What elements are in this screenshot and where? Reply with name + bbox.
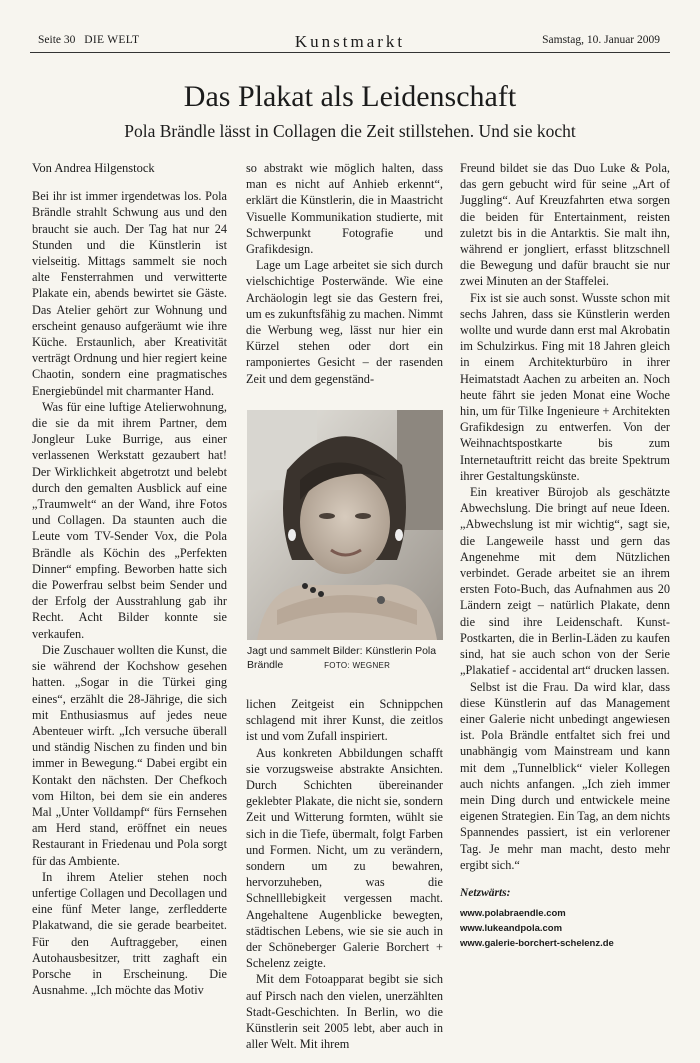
artist-photo (247, 410, 443, 640)
paragraph: Lage um Lage arbeitet sie sich durch vielschichtige Posterwände. Wie eine Archäologin legt sie das Gestern frei, um es zukunftsfähig zu machen. Nimmt die Werbung weg, lässt nur hier ein Kürzel stehen oder dort ein ramponiertes Gesicht – der rasenden Zeit und dem gegenständ- (246, 258, 443, 386)
author-byline: Von Andrea Hilgenstock (32, 161, 155, 175)
header-rule (30, 52, 670, 53)
portrait-image (247, 410, 443, 640)
link-galerie[interactable]: www.galerie-borchert-schelenz.de (460, 938, 614, 950)
paragraph: Ein kreativer Bürojob als geschätzte Abwechslung. Die bringt auf neue Ideen. „Abwechslung ist mir wichtig“, sagt sie, die Langeweile hasst und gern das Angenehme mit dem Nützlichen verbindet. Gerade arbeitet sie an ihrem ersten Foto-Buch, das Aufnahmen aus 20 Ländern zeigt – natürlich Plakate, denn die sind ihre Leidenschaft. Kunst-Postkarten, die in Berlin-Läden zu kaufen sind, hat sie auch schon von der Serie „Plakatief - accidental art“ drucken lassen. (460, 485, 670, 678)
paragraph: Freund bildet sie das Duo Luke & Pola, das gern gebucht wird für seine „Art of Juggling“. Auf Kreuzfahrten etwa sorgen die beiden für Entertainment, reisten zuletzt bis in die Antarktis. Sie malt ihn, während er jongliert, erfasst blitzschnell die Bewegung und dafür braucht sie nur zwei Minuten an der Staffelei. (460, 161, 670, 289)
newspaper-name: DIE WELT (84, 34, 140, 46)
link-polabraendle[interactable]: www.polabraendle.com (460, 908, 566, 920)
article-subtitle: Pola Brändle lässt in Collagen die Zeit stillstehen. Und sie kocht (124, 121, 576, 141)
link-lukeandpola[interactable]: www.lukeandpola.com (460, 923, 563, 935)
section-title: Kunstmarkt (294, 32, 406, 51)
paragraph: Bei ihr ist immer irgendetwas los. Pola Brändle strahlt Schwung aus und den braucht sie auch. Der Tag hat nur 24 Stunden und die Künstlerin ist vielseitig. Mittags sammelt sie noch alte Fensterrahmen und verwitterte Plakate ein, abends bewirtet sie Gäste. Das Atelier gehört zur Wohnung und erscheint genauso aufgeräumt wie ihre Küche. Erstaunlich, aber Kreativität verträgt Ordnung und hier regiert keine Chaotin, sondern eine pragmatisches Energiebündel mit charmanter Hand. (32, 189, 227, 398)
paragraph: In ihrem Atelier stehen noch unfertige Collagen und Decollagen und eine fünf Meter lange, zerfledderte Plakatwand, die sie gerade bearbeitet. Für den Auftraggeber, einen Autohausbesitzer, tritt zaghaft ein Porsche in Erscheinung. Die Ausnahme. „Ich möchte das Motiv (32, 869, 227, 998)
column-1 (32, 160, 227, 998)
paragraph: so abstrakt wie möglich halten, dass man es nicht auf Anhieb erkennt“, erklärt die Künstlerin, die in Maastricht Visuelle Kommunikation studierte, mit Schwerpunkt Fotografie und Grafikdesign. (246, 161, 443, 257)
paragraph: Fix ist sie auch sonst. Wusste schon mit sechs Jahren, dass sie Künstlerin werden wollte und wurde dann erst mal Akrobatin im Schulzirkus. Fing mit 18 Jahren gleich in einem Architekturbüro in ihrer Heimatstadt Aachen zu arbeiten an. Noch heute fährt sie jeden Monat eine Woche hin, um für Tilke Ingenieure + Architekten Grafikdesign zu entwerfen. Von der Weihnachtspostkarte bis zum Internetauftritt reicht das breite Spektrum ihrer Gestaltungskünste. (460, 290, 670, 483)
paragraph: lichen Zeitgeist ein Schnippchen schlagend mit ihrer Kunst, die zeitlos ist und vom Zufall inspiriert. (246, 697, 443, 744)
issue-date: Samstag, 10. Januar 2009 (542, 34, 660, 46)
paragraph: Aus konkreten Abbildungen schafft sie vorzugsweise abstrakte Ansichten. Durch Schichten übereinander geklebter Plakate, die nicht sie, sondern Zeit und Witterung formten, wühlt sie sich in die Tiefe, übermalt, folgt Farben und Formen. Nicht, um zu verändern, sondern um zu bewahren, hervorzuheben, was die Schnelllebigkeit vergessen macht. Angehaltene Augenblicke bewegten, städtischen Lebens, wie sie sie auch in der Schöneberger Galerie Borchert + Schelenz zeigte. (246, 745, 443, 971)
paragraph: Mit dem Fotoapparat begibt sie sich auf Pirsch nach den vielen, unerzählten Stadt-Geschichten. In Berlin, wo die Künstlerin seit 2005 lebt, aber auch in aller Welt. Mit ihrem (246, 972, 443, 1052)
column-3 (460, 160, 670, 951)
paragraph: Die Zuschauer wollten die Kunst, die sie während der Kochshow gesehen hatten. „Sogar in die Türkei ging eines“, erzählt die 28-Jährige, die sich mit Enthusiasmus auf jedes neue Abenteuer wirft. „Ich versuche überall und ständig Nischen zu finden und bin immer in Bewegung.“ Dabei ergibt ein Kontakt den nächsten. Der Chefkoch vom Hilton, bei dem sie ein anderes Mal „Unter Volldampf“ fürs Fernsehen am Herd stand, eröffnet ein neues Restaurant in Friedenau und Pola sorgt für das Ambiente. (32, 642, 227, 868)
photo-caption (247, 644, 443, 673)
paragraph: Selbst ist die Frau. Da wird klar, dass diese Künstlerin auf das Management einer Galerie nicht unbedingt angewiesen ist. Pola Brändle entfaltet sich frei und unabhängig vom Mainstream und kann mit dem „Tunnelblick“ vieler Kollegen auch nichts anfangen. „Ich zieh immer mein Ding durch und entwickele meine eigenen Strategien. Ein Tag, an dem nichts Spannendes passiert, ist ein verlorener Tag. Je mehr man macht, desto mehr ergibt sich.“ (460, 679, 670, 872)
web-links (460, 885, 670, 951)
paragraph: Was für eine luftige Atelierwohnung, die sie da mit ihrem Partner, dem Jongleur Luke Burrige, aus einer verlassenen Werkstatt gezaubert hat! Der Wirklichkeit abgetrotzt und belebt durch den gemalten Ausblick auf eine „Traumwelt“ an der Wand, ihre Fotos und Collagen. Da staunten auch die Leute vom TV-Sender Vox, die Pola Brändle als Köchin des „Perfekten Dinner“ empfing. Beworben hatte sich die Powerfrau selbst beim Sender und der Erfolg der Ausstrahlung gab ihr Recht. Acht Bilder konnte sie verkaufen. (32, 399, 227, 641)
article-title: Das Plakat als Leidenschaft (183, 80, 517, 113)
photo-credit: FOTO: WEGNER (324, 661, 391, 670)
column-2-bottom (246, 696, 443, 1052)
links-label: Netzwärts: (460, 886, 511, 899)
caption-text: Jagt und sammelt Bilder: Künstlerin Pola Brändle (247, 645, 437, 671)
page-header (0, 0, 700, 50)
page-number: Seite 30 (38, 34, 76, 46)
column-2-top (246, 160, 443, 387)
